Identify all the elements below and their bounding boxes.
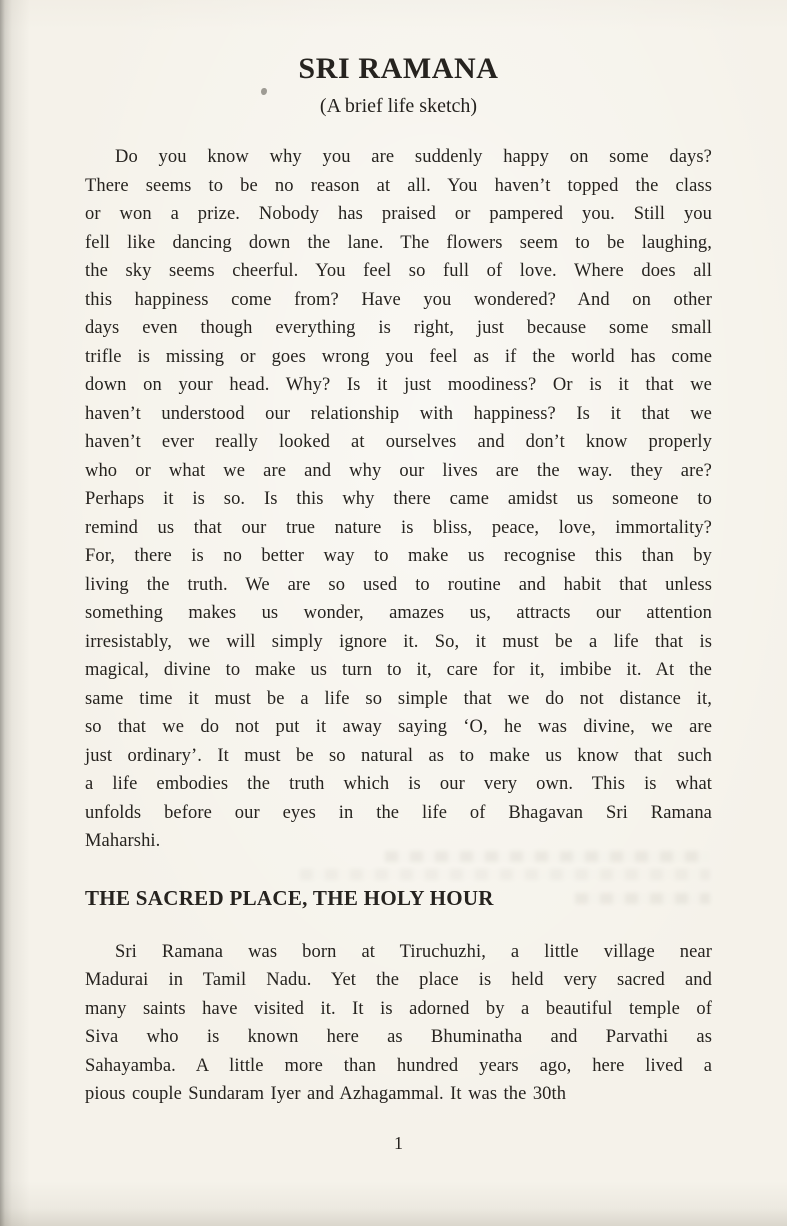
text-line: same time it must be a life so simple that we do not distance it, bbox=[85, 688, 712, 709]
text-line: haven’t understood our relationship with happiness? Is it that we bbox=[85, 403, 712, 424]
section-heading: THE SACRED PLACE, THE HOLY HOUR bbox=[85, 885, 494, 910]
chapter-subtitle: (A brief life sketch) bbox=[319, 95, 478, 117]
text-line: days even though everything is right, just because some small bbox=[85, 318, 712, 338]
text-line: Siva who is known here as Bhuminatha and Parvathi as bbox=[85, 1027, 712, 1047]
text-line: just ordinary’. It must be so natural as to make us know that such bbox=[85, 745, 712, 766]
scan-bottom-shadow bbox=[0, 1181, 787, 1226]
text-line: unfolds before our eyes in the life of Bhagavan Sri Ramana bbox=[85, 802, 712, 823]
text-line: Do you know why you are suddenly happy on some days? bbox=[115, 147, 712, 167]
text-line: magical, divine to make us turn to it, care for it, imbibe it. At the bbox=[85, 660, 712, 680]
chapter-title: SRI RAMANA bbox=[298, 52, 499, 85]
text-line: For, there is no better way to make us recognise this than by bbox=[85, 546, 712, 566]
text-line: a life embodies the truth which is our very own. This is what bbox=[85, 774, 712, 794]
text-line: remind us that our true nature is bliss, peace, love, immortality? bbox=[85, 517, 712, 538]
text-line: many saints have visited it. It is adorned by a beautiful temple of bbox=[85, 998, 712, 1019]
text-line: Madurai in Tamil Nadu. Yet the place is held very sacred and bbox=[85, 970, 712, 990]
text-line: so that we do not put it away saying ‘O, he was divine, we are bbox=[85, 717, 712, 737]
text-line: Maharshi. bbox=[85, 831, 161, 851]
text-line: Sri Ramana was born at Tiruchuzhi, a little village near bbox=[115, 941, 712, 962]
text-line: who or what we are and why our lives are the way. they are? bbox=[85, 460, 712, 481]
text-line: living the truth. We are so used to routine and habit that unless bbox=[85, 574, 712, 595]
text-line: irresistably, we will simply ignore it. So, it must be a life that is bbox=[85, 631, 712, 652]
page-number: 1 bbox=[394, 1132, 403, 1153]
text-line: Sahayamba. A little more than hundred years ago, here lived a bbox=[85, 1055, 712, 1076]
text-line: the sky seems cheerful. You feel so full of love. Where does all bbox=[85, 261, 712, 281]
text-line: Perhaps it is so. Is this why there came amidst us someone to bbox=[85, 489, 712, 509]
text-line: There seems to be no reason at all. You haven’t topped the class bbox=[85, 175, 712, 196]
text-line: down on your head. Why? Is it just moodiness? Or is it that we bbox=[85, 375, 712, 395]
text-line: this happiness come from? Have you wondered? And on other bbox=[85, 289, 712, 310]
text-line: something makes us wonder, amazes us, attracts our attention bbox=[85, 603, 712, 623]
text-line: or won a prize. Nobody has praised or pampered you. Still you bbox=[85, 204, 712, 224]
section-paragraph bbox=[85, 938, 712, 1109]
intro-paragraph bbox=[85, 143, 712, 856]
scan-left-shadow bbox=[0, 0, 30, 1226]
text-line: haven’t ever really looked at ourselves and don’t know properly bbox=[85, 432, 712, 452]
text-line: fell like dancing down the lane. The flowers seem to be laughing, bbox=[85, 232, 712, 253]
text-line: pious couple Sundaram Iyer and Azhagammal. It was the 30th bbox=[85, 1084, 567, 1104]
page-content bbox=[85, 0, 712, 1154]
text-line: trifle is missing or goes wrong you feel as if the world has come bbox=[85, 346, 712, 367]
